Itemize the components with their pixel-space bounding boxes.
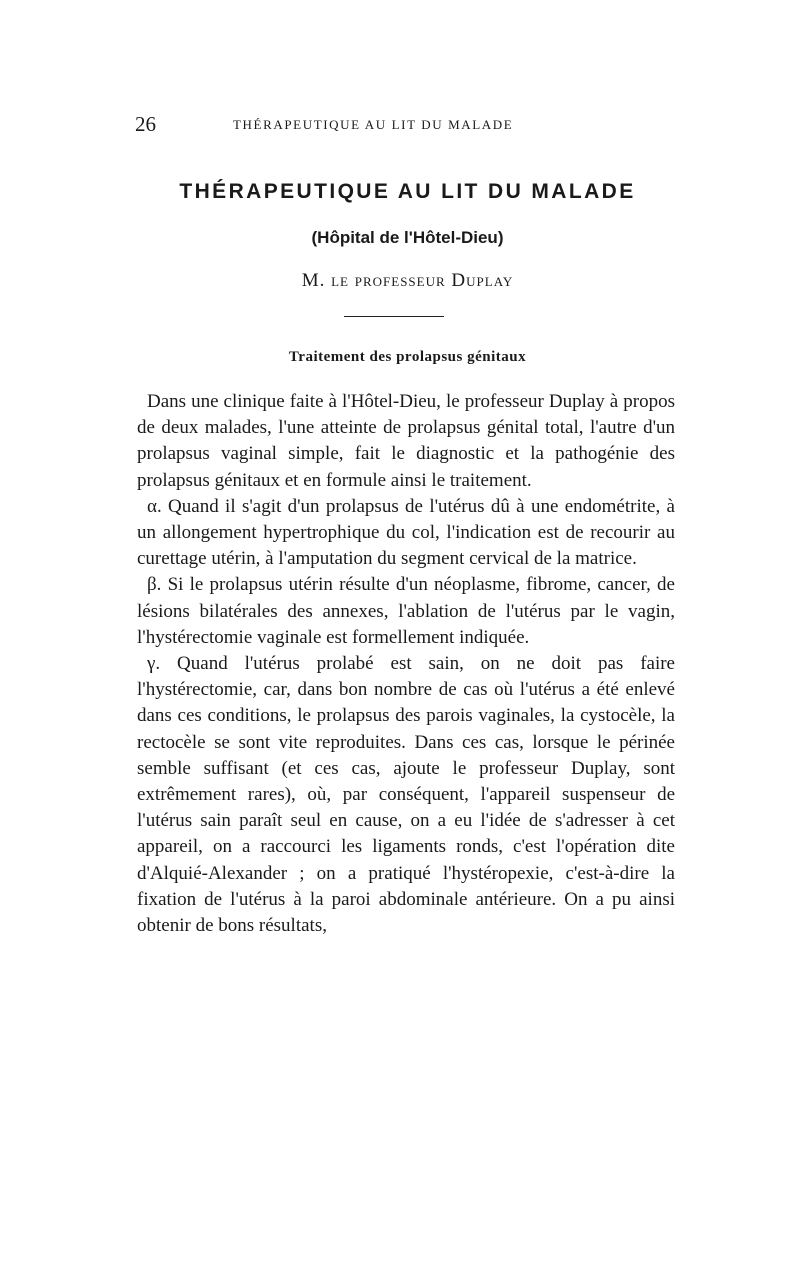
- article-subtitle: (Hôpital de l'Hôtel-Dieu): [311, 228, 504, 247]
- title-divider: [344, 316, 444, 317]
- article-title: THÉRAPEUTIQUE AU LIT DU MALADE: [179, 180, 636, 203]
- article-author: M. le professeur Duplay: [301, 270, 514, 291]
- page-number: 26: [135, 112, 156, 136]
- paragraph-intro: Dans une clinique faite à l'Hôtel-Dieu, le professeur Duplay à propos de deux malades, l'une atteinte de prolapsus génital total, l'autre d'un prolapsus vaginal simple, fait le diagnostic et la pathogénie des prolapsus génitaux et en formule ainsi le traitement.: [137, 391, 675, 491]
- paragraph-beta: β. Si le prolapsus utérin résulte d'un néoplasme, fibrome, cancer, de lésions bilatérales des annexes, l'ablation de l'utérus par le vagin, l'hystérectomie vaginale est formellement indiquée.: [137, 574, 675, 648]
- body-text: [137, 389, 675, 939]
- paragraph-alpha: α. Quand il s'agit d'un prolapsus de l'utérus dû à une endométrite, à un allongement hypertrophique du col, l'indication est de recourir au curettage utérin, à l'amputation du segment cervical de la matrice.: [137, 495, 675, 570]
- paragraph-gamma: γ. Quand l'utérus prolabé est sain, on ne doit pas faire l'hystérectomie, car, dans bon nombre de cas où l'utérus a été enlevé dans ces conditions, le prolapsus des parois vaginales, la cystocèle, la rectocèle se sont vite reproduites. Dans ces cas, lorsque le périnée semble suffisant (et ces cas, ajoute le professeur Duplay, sont extrêmement rares), où, par conséquent, l'appareil suspenseur de l'utérus sain paraît seul en cause, on a eu l'idée de s'adresser à cet appareil, on a raccourci les ligaments ronds, c'est l'opération dite d'Alquié-Alexander ; on a pratiqué l'hystéropexie, c'est-à-dire la fixation de l'utérus à la paroi abdominale antérieure. On a pu ainsi obtenir de bons résultats,: [137, 653, 675, 937]
- running-title: THÉRAPEUTIQUE AU LIT DU MALADE: [233, 117, 514, 132]
- running-head: [135, 112, 680, 142]
- section-heading: Traitement des prolapsus génitaux: [288, 349, 527, 365]
